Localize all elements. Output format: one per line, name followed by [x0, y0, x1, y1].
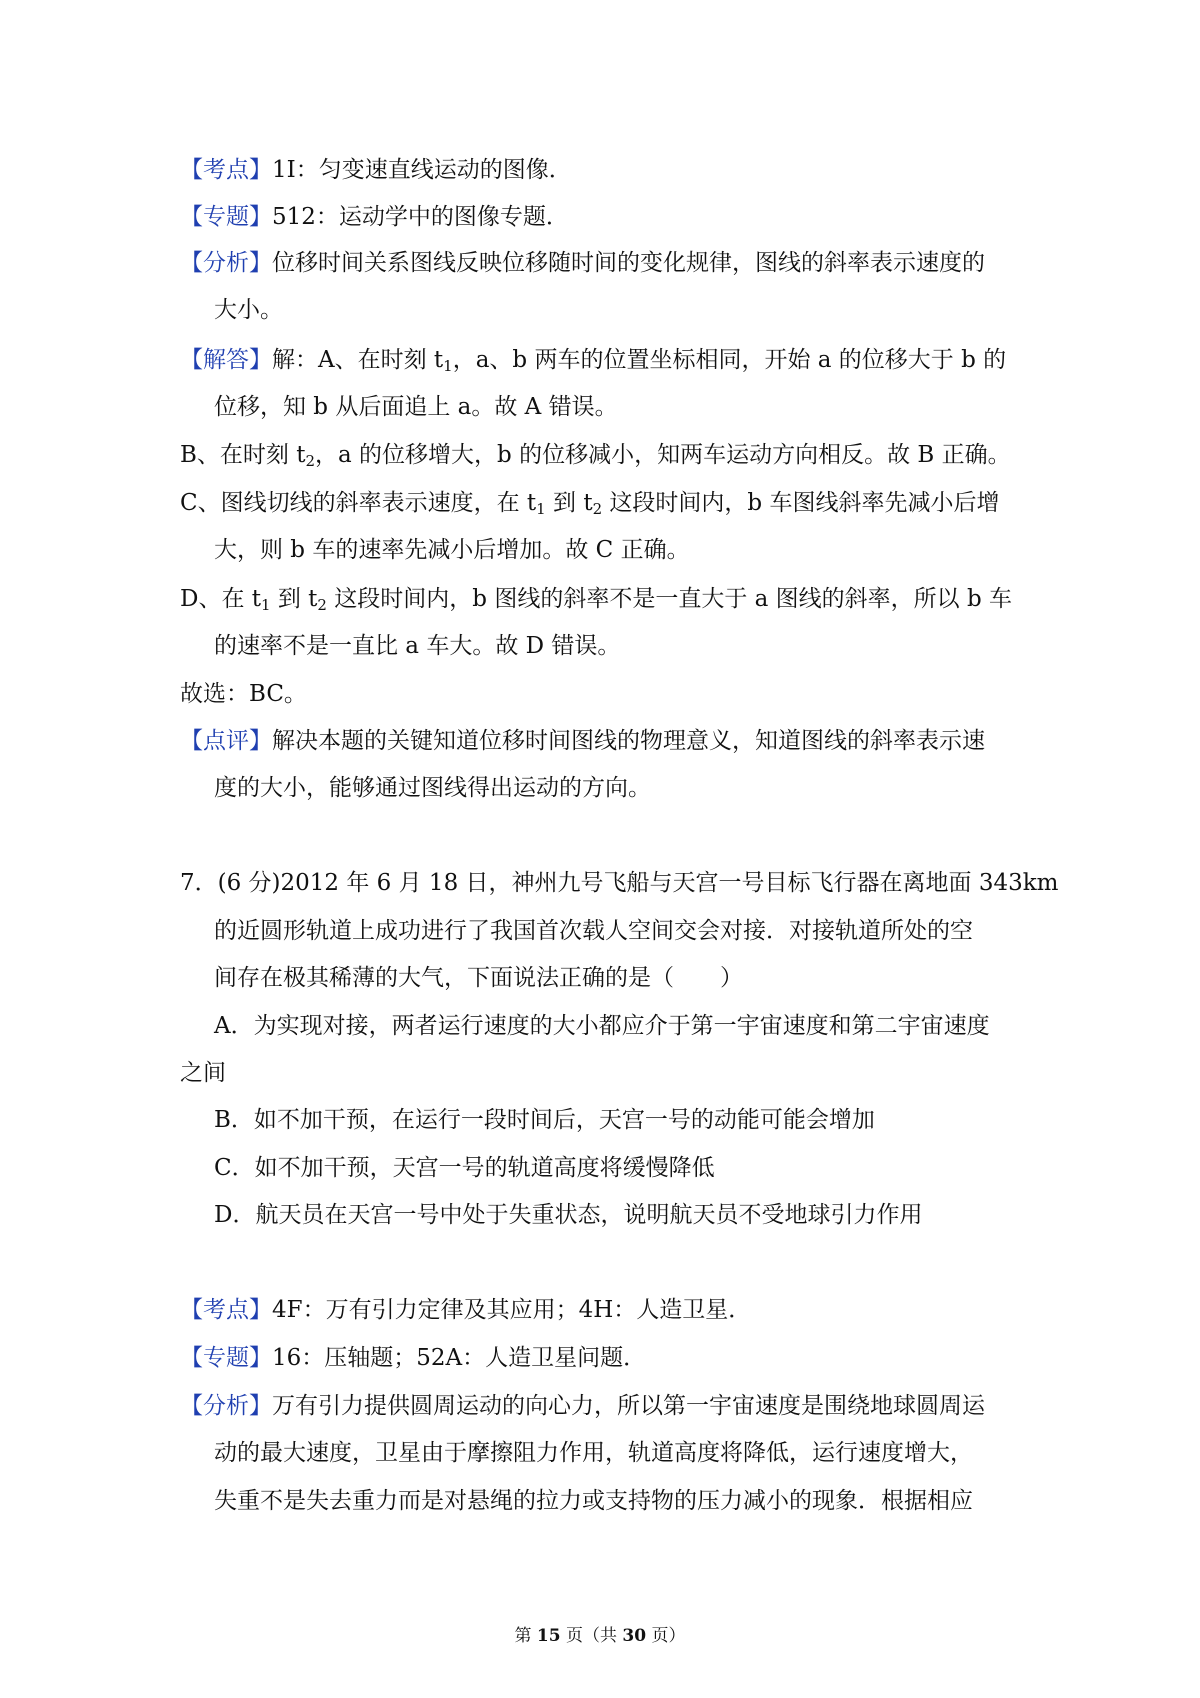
- jieda-c-post: 这段时间内，b 车图线斜率先减小后增: [602, 490, 1000, 516]
- dianping-text-1: 解决本题的关键知道位移时间图线的物理意义，知道图线的斜率表示速: [272, 728, 985, 754]
- fenxi-2-text-1: 万有引力提供圆周运动的向心力，所以第一宇宙速度是围绕地球圆周运: [272, 1393, 985, 1419]
- footer-suffix: 页）: [646, 1626, 686, 1646]
- jieda-d-pre: D、在 t: [180, 586, 261, 612]
- dianping-tag: 【点评】: [180, 728, 272, 754]
- jieda-line-1: [180, 343, 1180, 377]
- footer-prefix: 第: [514, 1626, 537, 1646]
- kaodian-2-tag: 【考点】: [180, 1297, 272, 1323]
- zhuanti-2-line: [180, 1341, 1180, 1375]
- kaodian-2-line: [180, 1293, 1180, 1327]
- question-7-line-2: 的近圆形轨道上成功进行了我国首次载人空间交会对接．对接轨道所处的空: [214, 918, 973, 944]
- kaodian-tag: 【考点】: [180, 157, 272, 183]
- fenxi-2-line-3: 失重不是失去重力而是对悬绳的拉力或支持物的压力减小的现象．根据相应: [214, 1488, 973, 1514]
- zhuanti-2-tag: 【专题】: [180, 1345, 272, 1371]
- option-a-line-1: A．为实现对接，两者运行速度的大小都应介于第一宇宙速度和第二宇宙速度: [214, 1013, 990, 1039]
- fenxi-line-2: 大小。: [214, 297, 283, 323]
- jieda-a-pre: 解：A、在时刻 t: [272, 347, 444, 373]
- option-c: C．如不加干预，天宫一号的轨道高度将缓慢降低: [214, 1155, 715, 1181]
- kaodian-2-text: 4F：万有引力定律及其应用；4H：人造卫星．: [272, 1297, 752, 1323]
- jieda-b-line: [180, 438, 1180, 472]
- jieda-d-post: 这段时间内，b 图线的斜率不是一直大于 a 图线的斜率，所以 b 车: [326, 586, 1012, 612]
- footer-total-pages: 30: [622, 1626, 647, 1646]
- jieda-c-mid: 到 t: [545, 490, 593, 516]
- kaodian-line: [180, 153, 1180, 187]
- footer-page-number: 15: [536, 1626, 561, 1646]
- option-a-line-2: 之间: [180, 1060, 226, 1086]
- jieda-d-line-2: 的速率不是一直比 a 车大。故 D 错误。: [214, 633, 621, 659]
- dianping-line-2: 度的大小，能够通过图线得出运动的方向。: [214, 775, 651, 801]
- jieda-c-sub1: 1: [536, 500, 546, 518]
- jieda-c-line-1: [180, 486, 1180, 520]
- answer-line: 故选：BC。: [180, 681, 307, 707]
- dianping-line-1: [180, 724, 1180, 758]
- zhuanti-2-text: 16：压轴题；52A：人造卫星问题．: [272, 1345, 647, 1371]
- jieda-c-line-2: 大，则 b 车的速率先减小后增加。故 C 正确。: [214, 537, 690, 563]
- jieda-line-2: 位移，知 b 从后面追上 a。故 A 错误。: [214, 394, 618, 420]
- fenxi-2-line-2: 动的最大速度，卫星由于摩擦阻力作用，轨道高度将降低，运行速度增大，: [214, 1440, 973, 1466]
- zhuanti-tag: 【专题】: [180, 204, 272, 230]
- page-footer: [0, 1624, 1200, 1648]
- zhuanti-text: 512：运动学中的图像专题．: [272, 204, 569, 230]
- jieda-a-post: ，a、b 两车的位置坐标相同，开始 a 的位移大于 b 的: [452, 347, 1007, 373]
- jieda-d-sub2: 2: [317, 596, 327, 614]
- fenxi-tag: 【分析】: [180, 250, 272, 276]
- footer-middle: 页（共: [560, 1626, 623, 1646]
- jieda-tag: 【解答】: [180, 347, 272, 373]
- question-7-line-3: 间存在极其稀薄的大气，下面说法正确的是（ ）: [214, 965, 743, 991]
- jieda-d-mid: 到 t: [270, 586, 318, 612]
- question-7-line-1: 7．(6 分)2012 年 6 月 18 日，神州九号飞船与天宫一号目标飞行器在离地面 343km: [180, 870, 1059, 896]
- jieda-b-sub: 2: [305, 452, 316, 470]
- jieda-c-pre: C、图线切线的斜率表示速度，在 t: [180, 490, 537, 516]
- option-d: D．航天员在天宫一号中处于失重状态，说明航天员不受地球引力作用: [214, 1202, 923, 1228]
- jieda-a-sub: 1: [443, 357, 453, 375]
- zhuanti-line: [180, 200, 1180, 234]
- option-b: B．如不加干预，在运行一段时间后，天宫一号的动能可能会增加: [214, 1107, 875, 1133]
- fenxi-line-1: [180, 246, 1180, 280]
- jieda-d-line-1: [180, 582, 1180, 616]
- kaodian-text: 1I：匀变速直线运动的图像．: [272, 157, 572, 183]
- fenxi-2-line-1: [180, 1389, 1180, 1423]
- jieda-b-post: ，a 的位移增大，b 的位移减小，知两车运动方向相反。故 B 正确。: [315, 442, 1011, 468]
- fenxi-text-1: 位移时间关系图线反映位移随时间的变化规律，图线的斜率表示速度的: [272, 250, 985, 276]
- jieda-b-pre: B、在时刻 t: [180, 442, 306, 468]
- jieda-d-sub1: 1: [261, 596, 271, 614]
- jieda-c-sub2: 2: [592, 500, 603, 518]
- fenxi-2-tag: 【分析】: [180, 1393, 272, 1419]
